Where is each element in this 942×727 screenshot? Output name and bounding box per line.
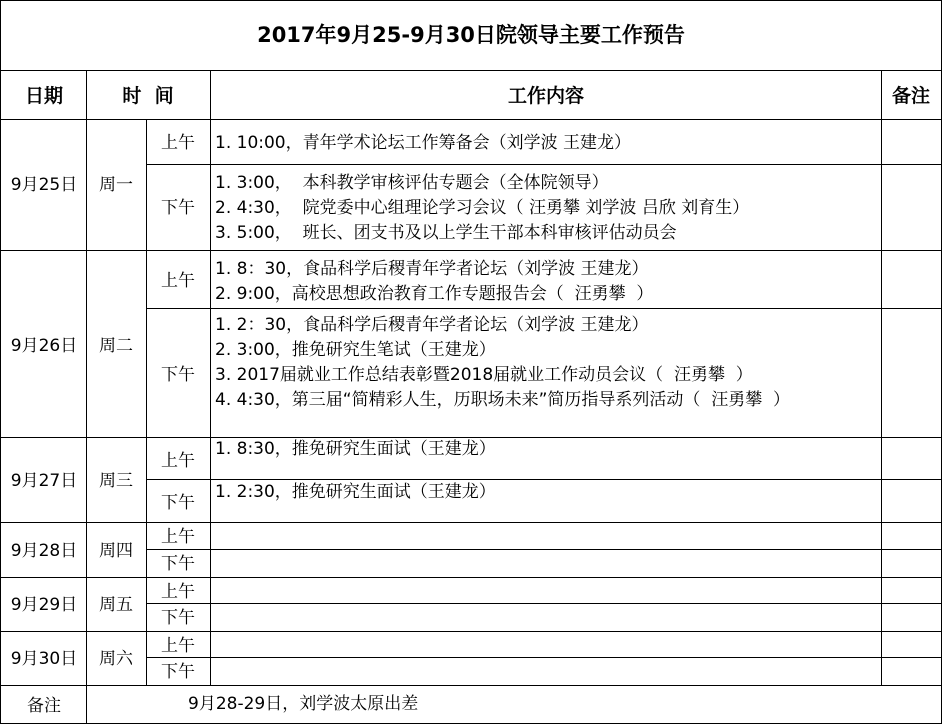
period-am: 上午 <box>161 636 195 656</box>
day-weekday: 周五 <box>99 595 133 615</box>
grid-line <box>0 437 942 438</box>
activity-item: 1. 2：30，食品科学后稷青年学者论坛（刘学波 王建龙） <box>215 315 649 335</box>
footer-label: 备注 <box>27 696 61 716</box>
day-date: 9月28日 <box>10 541 78 561</box>
activity-item: 3. 2017届就业工作总结表彰暨2018届就业工作动员会议（ 汪勇攀 ） <box>215 365 753 385</box>
day-weekday: 周二 <box>99 336 133 356</box>
grid-line <box>146 603 942 604</box>
grid-line <box>0 631 942 632</box>
activity-item: 1. 2:30，推免研究生面试（王建龙） <box>215 482 496 502</box>
activity-item: 1. 8：30，食品科学后稷青年学者论坛（刘学波 王建龙） <box>215 259 649 279</box>
day-date: 9月25日 <box>10 175 78 195</box>
day-weekday: 周三 <box>99 471 133 491</box>
period-pm: 下午 <box>161 554 195 574</box>
day-weekday: 周四 <box>99 541 133 561</box>
footer-text: 9月28-29日，刘学波太原出差 <box>188 694 419 714</box>
grid-line <box>0 577 942 578</box>
grid-line <box>0 250 942 251</box>
day-date: 9月27日 <box>10 471 78 491</box>
grid-line <box>146 119 147 685</box>
day-weekday: 周六 <box>99 649 133 669</box>
day-weekday: 周一 <box>99 175 133 195</box>
grid-line <box>146 308 942 309</box>
grid-line <box>0 685 942 686</box>
grid-line <box>0 522 942 523</box>
activity-item: 2. 4:30， 院党委中心组理论学习会议（ 汪勇攀 刘学波 吕欣 刘育生） <box>215 198 750 218</box>
period-pm: 下午 <box>161 662 195 682</box>
page-title: 2017年9月25-9月30日院领导主要工作预告 <box>257 23 685 47</box>
grid-line <box>0 119 942 120</box>
activity-item: 4. 4:30，第三届“简精彩人生，历职场未来”简历指导系列活动（ 汪勇攀 ） <box>215 390 791 410</box>
grid-line <box>146 164 942 165</box>
period-am: 上午 <box>161 133 195 153</box>
day-date: 9月30日 <box>10 649 78 669</box>
activity-item: 2. 3:00，推免研究生笔试（王建龙） <box>215 340 496 360</box>
activity-item: 3. 5:00， 班长、团支书及以上学生干部本科审核评估动员会 <box>215 223 677 243</box>
activity-item: 2. 9:00，高校思想政治教育工作专题报告会（ 汪勇攀 ） <box>215 284 654 304</box>
grid-line <box>86 70 87 724</box>
header-time: 时 间 <box>122 85 174 107</box>
period-am: 上午 <box>161 527 195 547</box>
day-date: 9月26日 <box>10 336 78 356</box>
activity-item: 1. 3:00， 本科教学审核评估专题会（全体院领导） <box>215 173 609 193</box>
period-pm: 下午 <box>161 608 195 628</box>
header-remark: 备注 <box>891 85 930 107</box>
activity-item: 1. 10:00，青年学术论坛工作筹备会（刘学波 王建龙） <box>215 133 632 153</box>
grid-line <box>146 549 942 550</box>
grid-line <box>146 479 942 480</box>
period-am: 上午 <box>161 271 195 291</box>
period-pm: 下午 <box>161 365 195 385</box>
period-am: 上午 <box>161 582 195 602</box>
period-am: 上午 <box>161 451 195 471</box>
grid-line <box>0 0 1 724</box>
header-content: 工作内容 <box>507 85 584 107</box>
grid-line <box>0 0 942 1</box>
grid-line <box>0 723 942 724</box>
day-date: 9月29日 <box>10 595 78 615</box>
grid-line <box>0 70 942 71</box>
period-pm: 下午 <box>161 198 195 218</box>
header-date: 日期 <box>24 85 63 107</box>
grid-line <box>210 70 211 685</box>
grid-line <box>881 70 882 685</box>
period-pm: 下午 <box>161 493 195 513</box>
grid-line <box>146 657 942 658</box>
activity-item: 1. 8:30，推免研究生面试（王建龙） <box>215 439 496 459</box>
